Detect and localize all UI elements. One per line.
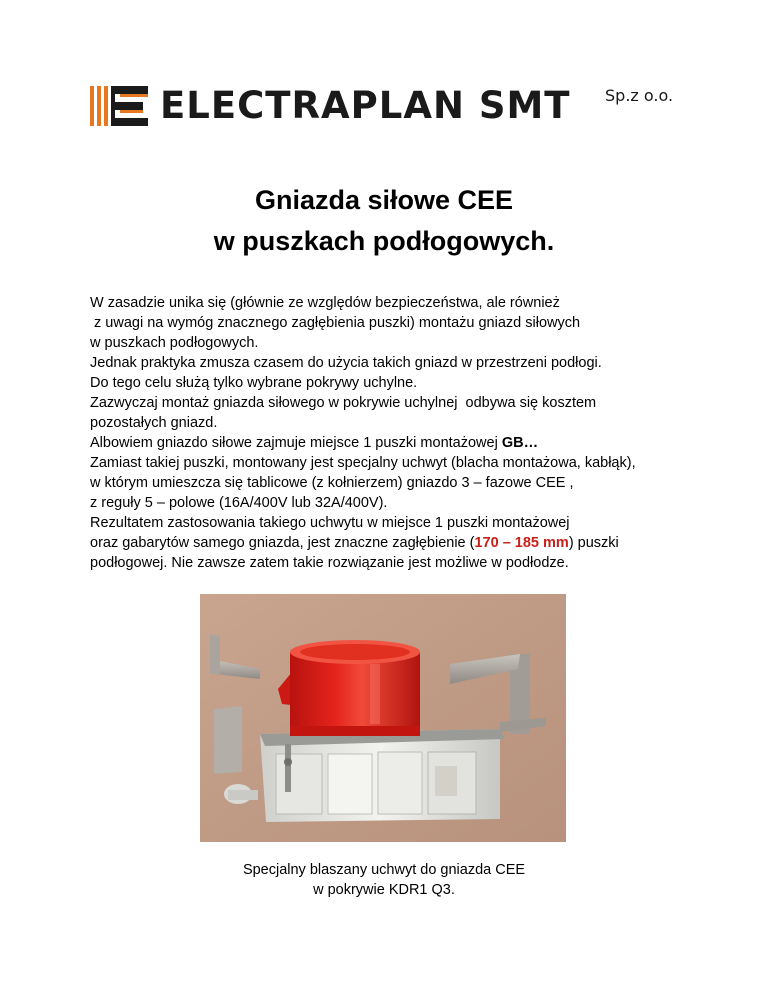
body-line: Jednak praktyka zmusza czasem do użycia takich gniazd w przestrzeni podłogi. (90, 355, 602, 371)
logo-mark-icon (90, 82, 152, 130)
body-text-fragment: oraz gabarytów samego gniazda, jest znaczne zagłębienie ( (90, 535, 475, 551)
page-title-line2: w puszkach podłogowych. (213, 226, 555, 256)
body-line: z reguły 5 – polowe (16A/400V lub 32A/400V). (90, 495, 388, 511)
body-line: Zamiast takiej puszki, montowany jest specjalny uchwyt (blacha montażowa, kabłąk), (90, 455, 636, 471)
depth-highlight: 170 – 185 mm (474, 535, 569, 551)
body-line: Do tego celu służą tylko wybrane pokrywy uchylne. (90, 375, 418, 391)
body-text-fragment: ) puszki (568, 535, 619, 551)
body-line: pozostałych gniazd. (90, 415, 218, 431)
page-title-line1: Gniazda siłowe CEE (254, 185, 514, 215)
photo-caption-line1: Specjalny blaszany uchwyt do gniazda CEE (242, 862, 526, 878)
body-line: w puszkach podłogowych. (90, 335, 259, 351)
company-name: ELECTRAPLAN SMT (160, 84, 571, 127)
body-line: w którym umieszcza się tablicowe (z kołnierzem) gniazdo 3 – fazowe CEE , (90, 475, 574, 491)
body-line: podłogowej. Nie zawsze zatem takie rozwiązanie jest możliwe w podłodze. (90, 555, 569, 571)
company-logo (90, 82, 682, 130)
company-suffix: Sp.z o.o. (605, 86, 674, 105)
product-code: GB… (501, 435, 539, 451)
photo-caption-line2: w pokrywie KDR1 Q3. (313, 882, 455, 898)
body-line: Zazwyczaj montaż gniazda siłowego w pokrywie uchylnej odbywa się kosztem (90, 395, 597, 411)
body-line (90, 433, 730, 453)
body-line: W zasadzie unika się (głównie ze względów bezpieczeństwa, ale również (90, 295, 560, 311)
product-photo (200, 594, 566, 842)
body-line (90, 533, 730, 553)
body-line: z uwagi na wymóg znacznego zagłębienia puszki) montażu gniazd siłowych (90, 315, 581, 331)
body-text-fragment: Albowiem gniazdo siłowe zajmuje miejsce 1 puszki montażowej (90, 435, 502, 451)
body-paragraph (90, 293, 730, 573)
body-line: Rezultatem zastosowania takiego uchwytu w miejsce 1 puszki montażowej (90, 515, 570, 531)
